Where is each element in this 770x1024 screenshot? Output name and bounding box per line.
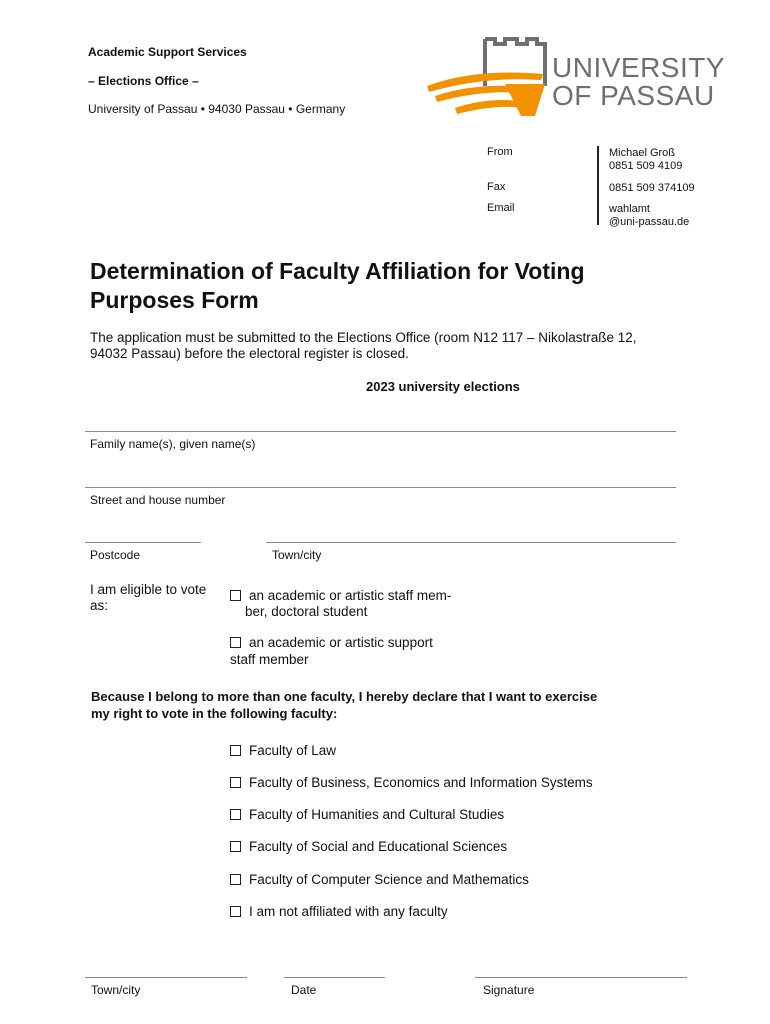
checkbox-icon[interactable] (230, 590, 241, 601)
option-label: an academic or artistic staff mem- (249, 588, 452, 603)
faculty-label: Faculty of Computer Science and Mathematics (249, 872, 529, 887)
logo-text-line1: UNIVERSITY (552, 52, 726, 83)
faculty-label: I am not affiliated with any faculty (249, 904, 448, 919)
email-label: Email (487, 202, 515, 214)
checkbox-icon[interactable] (230, 809, 241, 820)
sign-signature-label: Signature (483, 983, 535, 997)
email-domain: @uni-passau.de (609, 216, 690, 228)
name-field-label: Family name(s), given name(s) (90, 437, 256, 451)
checkbox-icon[interactable] (230, 777, 241, 788)
eligible-label-line1: I am eligible to vote (90, 582, 207, 597)
street-field-label: Street and house number (90, 493, 226, 507)
sign-town-line[interactable] (85, 977, 247, 978)
from-label: From (487, 146, 513, 158)
street-field-line[interactable] (85, 487, 676, 488)
checkbox-icon[interactable] (230, 745, 241, 756)
page-title-line1: Determination of Faculty Affiliation for Voting (90, 258, 585, 284)
faculty-option-none[interactable] (230, 904, 448, 919)
eligible-option-academic-staff-cont: ber, doctoral student (245, 604, 368, 619)
checkbox-icon[interactable] (230, 906, 241, 917)
faculty-option-business[interactable] (230, 775, 593, 790)
eligible-option-support-staff-cont: staff member (230, 652, 309, 667)
contact-divider (597, 146, 599, 225)
sender-address: University of Passau • 94030 Passau • Germany (88, 102, 346, 116)
faculty-label: Faculty of Law (249, 743, 337, 758)
fax-number: 0851 509 374109 (609, 182, 695, 194)
faculty-option-computer-science[interactable] (230, 872, 529, 887)
name-field-line[interactable] (85, 431, 676, 432)
declaration-line2: my right to vote in the following faculty: (91, 706, 338, 721)
faculty-option-law[interactable] (230, 743, 336, 758)
faculty-option-social-education[interactable] (230, 839, 507, 854)
elections-heading: 2023 university elections (366, 379, 520, 394)
from-name: Michael Groß (609, 147, 676, 159)
eligible-label-line2: as: (90, 598, 109, 613)
town-field-line[interactable] (266, 542, 676, 543)
postcode-field-line[interactable] (85, 542, 201, 543)
faculty-label: Faculty of Business, Economics and Information Systems (249, 775, 593, 790)
eligible-option-support-staff[interactable] (230, 635, 433, 650)
logo-text-line2: OF PASSAU (552, 80, 715, 111)
from-phone: 0851 509 4109 (609, 160, 683, 172)
department-name: Academic Support Services (88, 45, 247, 59)
sign-date-label: Date (291, 983, 317, 997)
intro-line1: The application must be submitted to the Elections Office (room N12 117 – Nikolastraße 12, (90, 330, 637, 345)
postcode-field-label: Postcode (90, 548, 141, 562)
declaration-line1: Because I belong to more than one faculty, I hereby declare that I want to exercise (91, 689, 598, 704)
eligible-option-academic-staff[interactable] (230, 588, 451, 603)
checkbox-icon[interactable] (230, 637, 241, 648)
sign-signature-line[interactable] (475, 977, 687, 978)
page-title-line2: Purposes Form (90, 287, 259, 313)
sign-date-line[interactable] (284, 977, 385, 978)
option-label: an academic or artistic support (249, 635, 433, 650)
faculty-label: Faculty of Social and Educational Sciences (249, 839, 508, 854)
faculty-option-humanities[interactable] (230, 807, 504, 822)
intro-line2: 94032 Passau) before the electoral register is closed. (90, 346, 409, 361)
fax-label: Fax (487, 181, 506, 193)
sign-town-label: Town/city (91, 983, 141, 997)
email-local: wahlamt (609, 203, 650, 215)
town-field-label: Town/city (272, 548, 322, 562)
faculty-label: Faculty of Humanities and Cultural Studies (249, 807, 505, 822)
checkbox-icon[interactable] (230, 874, 241, 885)
office-name: – Elections Office – (88, 74, 199, 88)
checkbox-icon[interactable] (230, 841, 241, 852)
